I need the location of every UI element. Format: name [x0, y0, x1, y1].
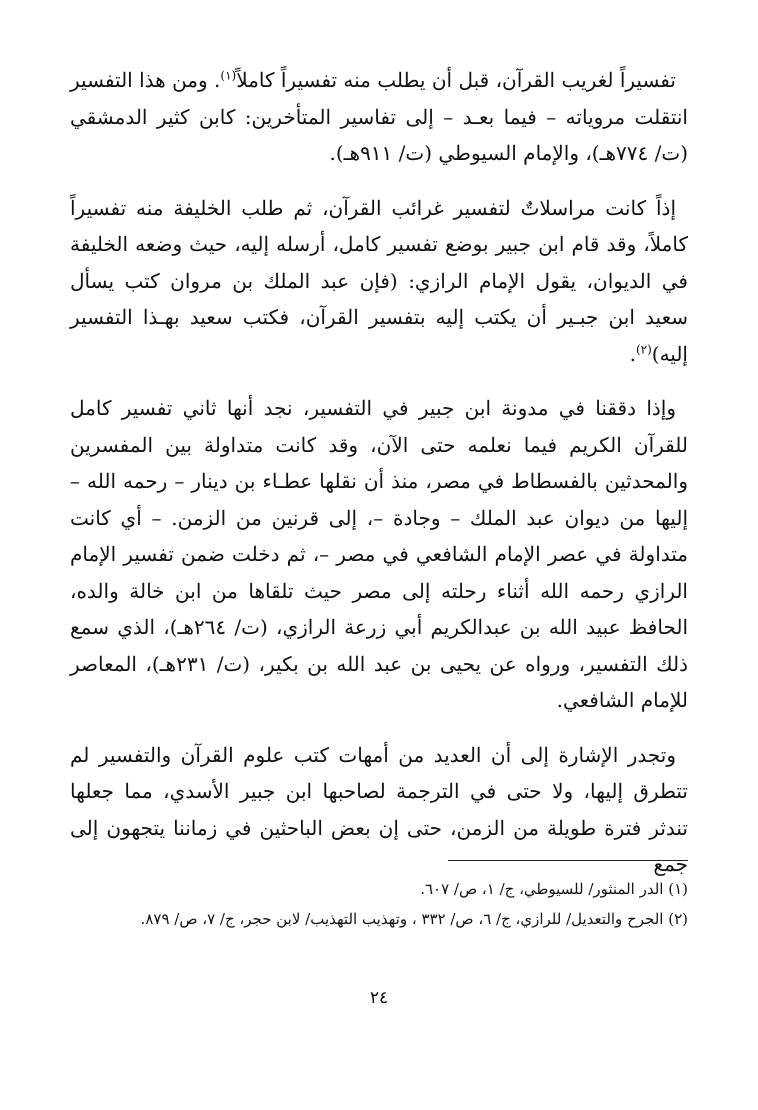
- footnote-2: (٢) الجرح والتعديل/ للرازي، ج/ ٦، ص/ ٣٣٢ ، وتهذيب التهذيب/ لابن حجر، ج/ ٧، ص/ ٨٧٩.: [140, 910, 688, 928]
- paragraph-2-continuation: .: [629, 341, 636, 366]
- paragraph-2: [70, 190, 688, 373]
- paragraph-2-text: إذاً كانت مراسلاتٌ لتفسير غرائب القرآن، ثم طلب الخليفة منه تفسيراً كاملاً، وقد قام ابن جبير بوضع تفسير كامل، أرسله إليه، حيث وضعه الخليفة في الديوان، يقول الإمام الرازي: (فإن عبد الملك بن مروان كتب يسأل سعيد ابن جبـير أن يكتب إليه بتفسير القرآن، فكتب سعيد بهـذا التفسير إليه): [70, 195, 688, 366]
- book-page: [70, 62, 688, 1072]
- page-number: ٢٤: [369, 988, 389, 1008]
- footnote-divider: [448, 860, 688, 861]
- footnote-ref-1[interactable]: (١): [220, 68, 237, 83]
- paragraph-4-text: وتجدر الإشارة إلى أن العديد من أمهات كتب علوم القرآن والتفسير لم تتطرق إليها، ولا حتى في الترجمة لصاحبها ابن جبير الأسدي، مما جعلها تندثر فترة طويلة من الزمن، حتى إن بعض الباحثين في زماننا يتجهون إلى جمع: [70, 742, 688, 876]
- paragraph-1: [70, 62, 688, 172]
- footnote-ref-2[interactable]: (٢): [635, 341, 652, 356]
- paragraph-1-text: تفسيراً لغريب القرآن، قبل أن يطلب منه تفسيراً كاملاً: [236, 68, 676, 92]
- paragraph-3: [70, 390, 688, 719]
- paragraph-1-continuation: . ومن هذا التفسير انتقلت مروياته – فيما بعـد – إلى تفاسير المتأخرين: كابن كثير الدمشقي (ت/ ٧٧٤هـ)، والإمام السيوطي (ت/ ٩١١هـ).: [70, 68, 688, 165]
- footnotes-section: [70, 874, 688, 934]
- footnote-1: (١) الدر المنثور/ للسيوطي، ج/ ١، ص/ ٦٠٧.: [420, 880, 688, 898]
- paragraph-3-text: وإذا دققنا في مدونة ابن جبير في التفسير، نجد أنها ثاني تفسير كامل للقرآن الكريم فيما نعلمه حتى الآن، وقد كانت متداولة بين المفسرين والمحدثين بالفسطاط في مصر، منذ أن نقلها عطـاء بن دينار – رحمه الله – إليها من ديوان عبد الملك – وجادة –، إلى قرنين من الزمن. – أي كانت متداولة في عصر الإمام الشافعي في مصر –، ثم دخلت ضمن تفسير الإمام الرازي رحمه الله أثناء رحلته إلى مصر حيث تلقاها من ابن خالة والده، الحافظ عبيد الله بن عبدالكريم أبي زرعة الرازي، (ت/ ٢٦٤هـ)، الذي سمع ذلك التفسير، ورواه عن يحيى بن عبد الله بن بكير، (ت/ ٢٣١هـ)، المعاصر للإمام الشافعي.: [70, 396, 689, 712]
